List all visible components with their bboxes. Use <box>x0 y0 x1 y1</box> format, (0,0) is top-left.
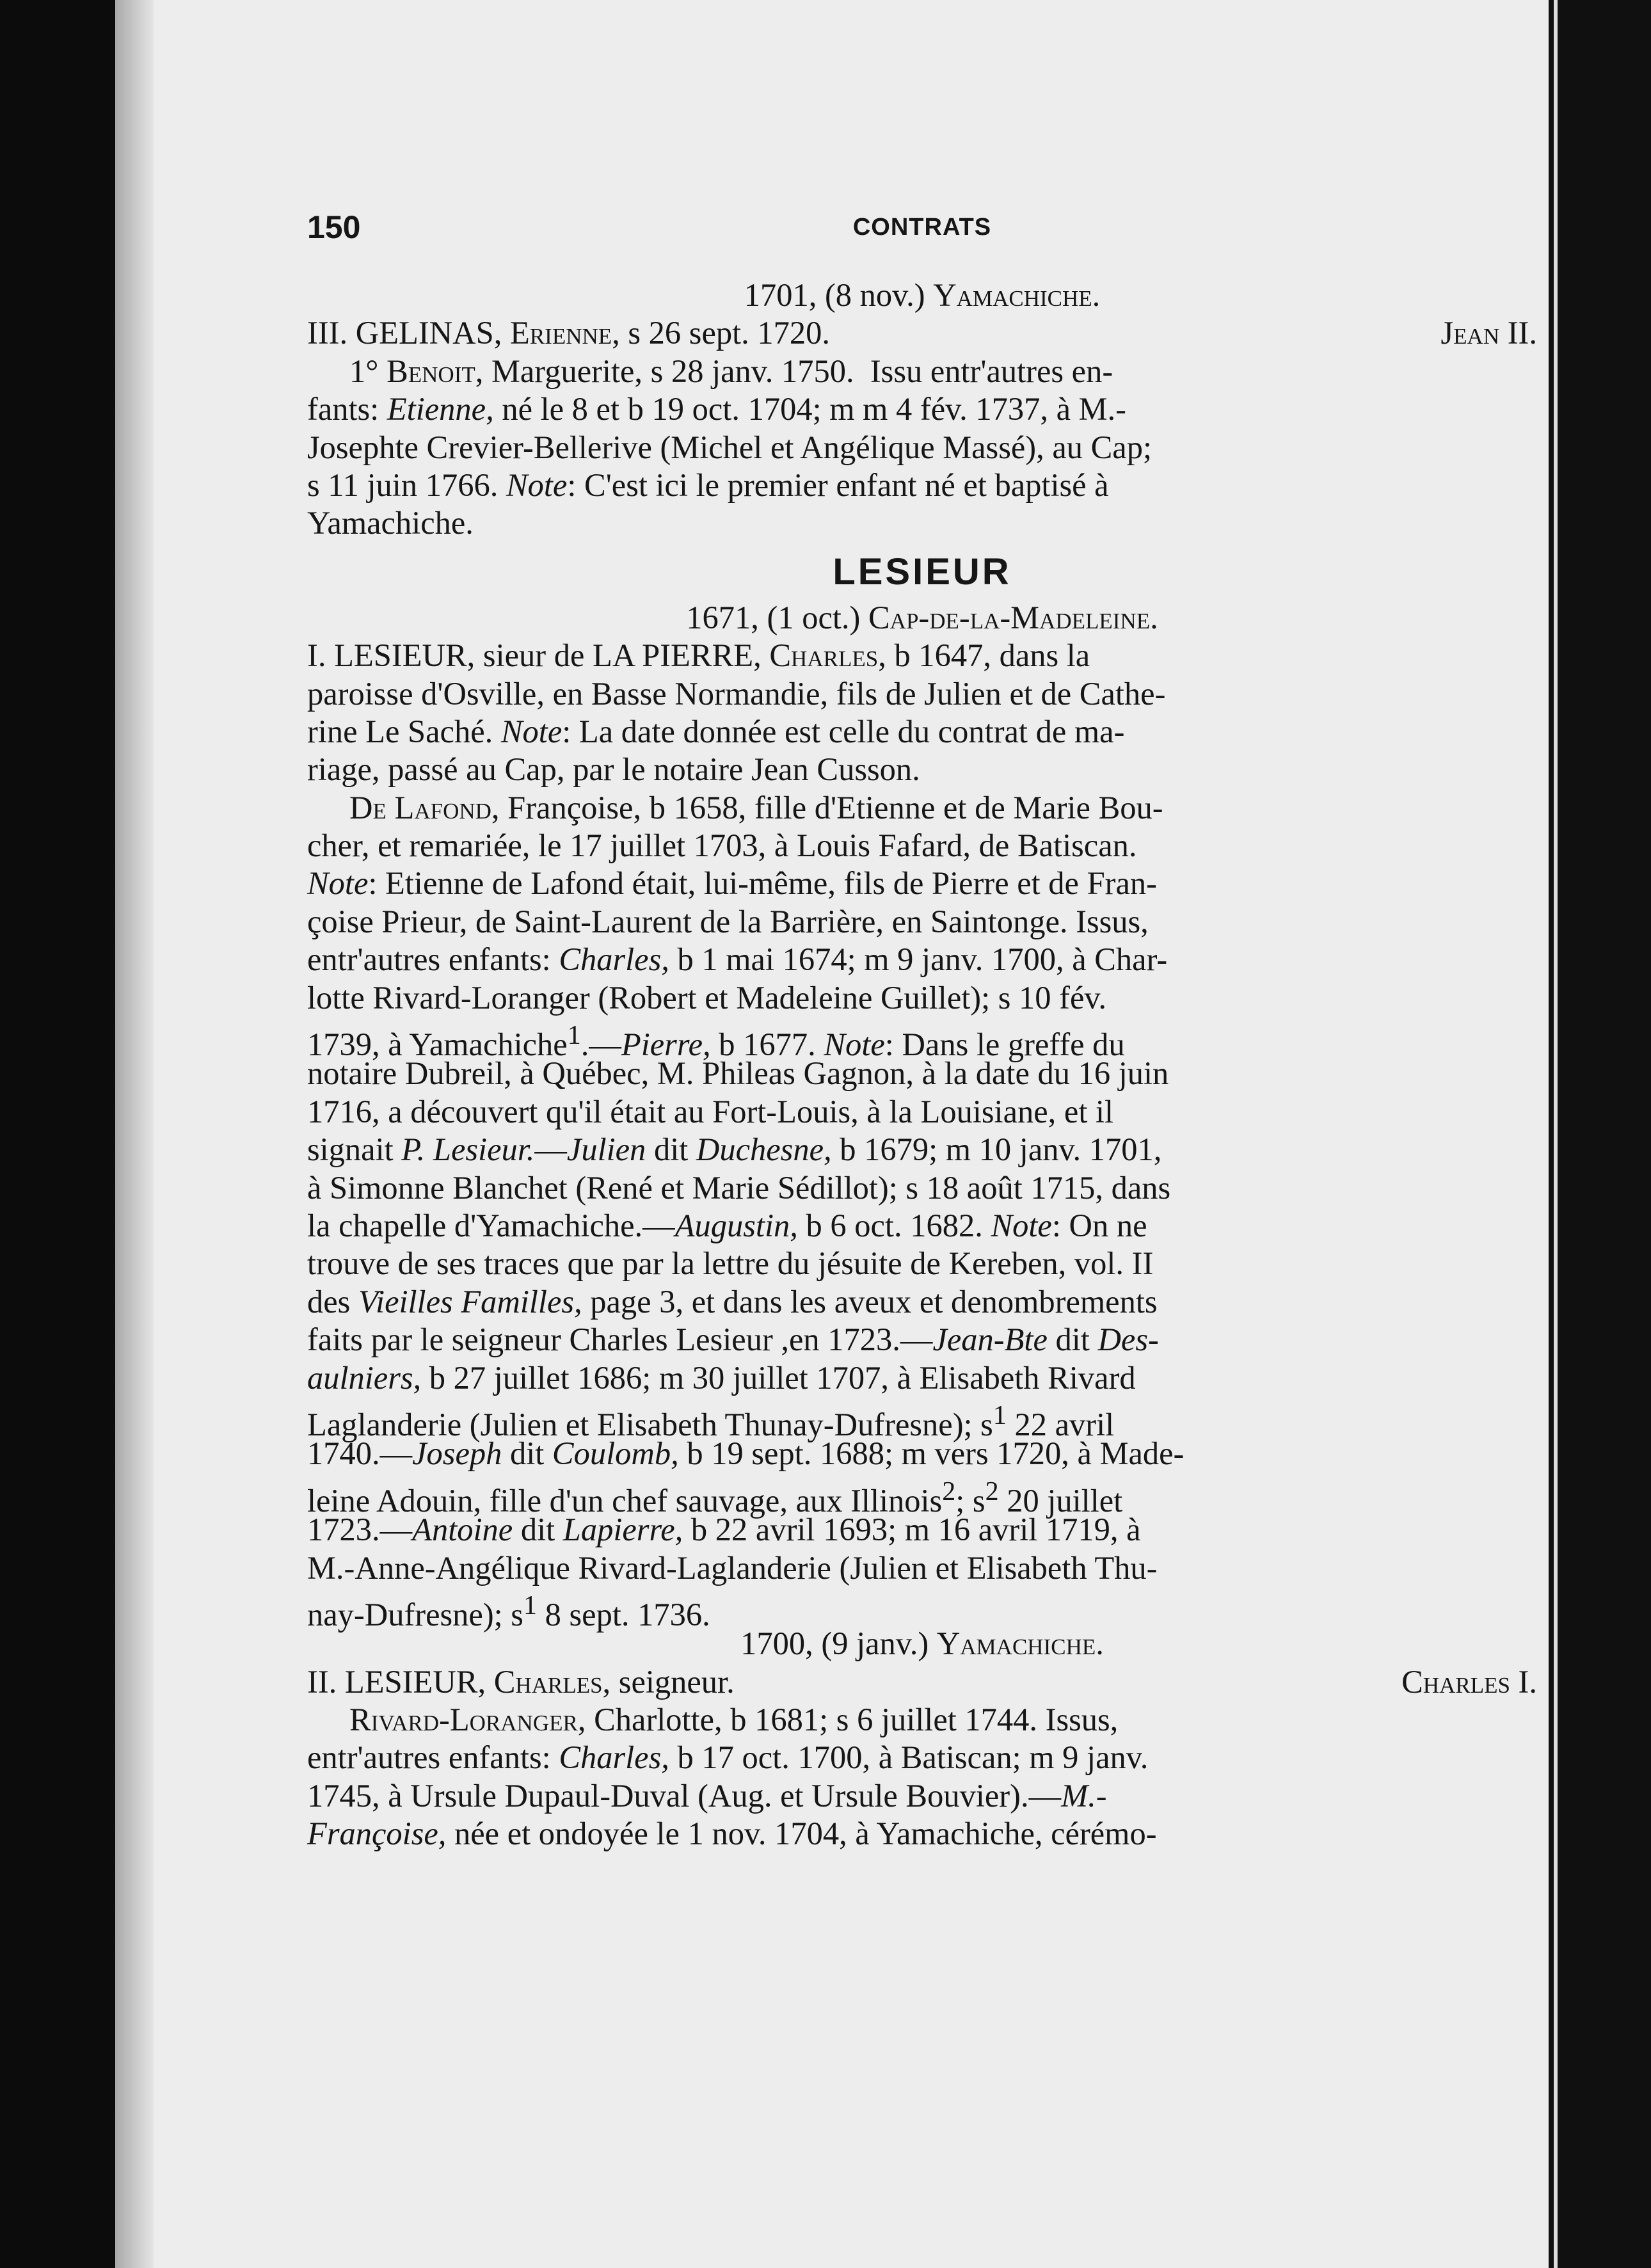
date-line-1701: 1701, (8 nov.) Yamachiche. <box>744 277 1101 313</box>
text-line: 1716, a découvert qu'il était au Fort-Louis, à la Louisiane, et il <box>307 1093 1114 1130</box>
text-line: la chapelle d'Yamachiche.—Augustin, b 6 oct. 1682. Note: On ne <box>307 1207 1147 1243</box>
text-line: entr'autres enfants: Charles, b 1 mai 1674; m 9 janv. 1700, à Char- <box>307 941 1168 978</box>
text-line: cher, et remariée, le 17 juillet 1703, à Louis Fafard, de Batiscan. <box>307 827 1137 864</box>
page-gutter-shadow <box>115 0 154 2268</box>
entry-title-lesieur-2: II. LESIEUR, Charles, seigneur. Charles I. <box>307 1663 1537 1700</box>
text-line: 1745, à Ursule Dupaul-Duval (Aug. et Ursule Bouvier).—M.- <box>307 1777 1107 1814</box>
text-line: entr'autres enfants: Charles, b 17 oct. 1700, à Batiscan; m 9 janv. <box>307 1739 1149 1776</box>
footnote-ref: 1 <box>523 1590 537 1620</box>
text-line: 1723.—Antoine dit Lapierre, b 22 avril 1693; m 16 avril 1719, à <box>307 1512 1141 1548</box>
text-line: trouve de ses traces que par la lettre du jésuite de Kereben, vol. II <box>307 1245 1154 1282</box>
text-line: 1740.—Joseph dit Coulomb, b 19 sept. 1688; m vers 1720, à Made- <box>307 1435 1184 1472</box>
page-number: 150 <box>307 209 361 245</box>
text-line: 1739, à Yamachiche$^1$.—Pierre, b 1677. Note: Dans le greffe du <box>307 1021 1125 1062</box>
text-line: s 11 juin 1766. Note: C'est ici le premier enfant né et baptisé à <box>307 467 1109 503</box>
text-line: Josephte Crevier-Bellerive (Michel et Angélique Massé), au Cap; <box>307 429 1153 465</box>
text-line: notaire Dubreil, à Québec, M. Phileas Gagnon, à la date du 16 juin <box>307 1055 1169 1092</box>
footnote-ref: 2 <box>985 1476 999 1506</box>
text-line: M.-Anne-Angélique Rivard-Laglanderie (Julien et Elisabeth Thu- <box>307 1549 1158 1586</box>
entry-title-gelinas: III. GELINAS, Erienne, s 26 sept. 1720. Jean II. <box>307 315 1537 351</box>
book-page <box>115 0 1549 2268</box>
text-line: Rivard-Loranger, Charlotte, b 1681; s 6 juillet 1744. Issus, <box>349 1702 1119 1738</box>
running-title: CONTRATS <box>852 214 992 241</box>
text-line: Françoise, née et ondoyée le 1 nov. 1704, à Yamachiche, cérémo- <box>307 1816 1157 1852</box>
text-line: 1° Benoit, Marguerite, s 28 janv. 1750. Issu entr'autres en- <box>349 353 1113 389</box>
surname-heading: LESIEUR <box>833 550 1012 593</box>
date-line-1671: 1671, (1 oct.) Cap-de-la-Madeleine. <box>686 599 1158 635</box>
text-line: riage, passé au Cap, par le notaire Jean Cusson. <box>307 751 920 788</box>
text-line: Yamachiche. <box>307 505 474 541</box>
running-header <box>307 209 1537 247</box>
page-body <box>307 276 1537 1853</box>
text-line: lotte Rivard-Loranger (Robert et Madeleine Guillet); s 10 fév. <box>307 979 1106 1016</box>
text-line: à Simonne Blanchet (René et Marie Sédillot); s 18 août 1715, dans <box>307 1169 1171 1206</box>
footnote-ref: 1 <box>567 1021 581 1051</box>
entry-title-lesieur-1: I. LESIEUR, sieur de LA PIERRE, Charles, b 1647, dans la <box>307 637 1090 674</box>
scan-border-right <box>1549 0 1651 2268</box>
text-line: faits par le seigneur Charles Lesieur ,en 1723.—Jean-Bte dit Des- <box>307 1322 1159 1358</box>
text-line: Laglanderie (Julien et Elisabeth Thunay-Dufresne); $s^1$ 22 avril <box>307 1400 1115 1442</box>
date-line-1700: 1700, (9 janv.) Yamachiche. <box>740 1625 1104 1662</box>
text-line: rine Le Saché. Note: La date donnée est celle du contrat de ma- <box>307 713 1125 749</box>
text-line: nay-Dufresne); $s^1$ 8 sept. 1736. <box>307 1590 710 1633</box>
text-line: Note: Etienne de Lafond était, lui-même, fils de Pierre et de Fran- <box>307 865 1157 902</box>
next-page-edge <box>1554 0 1558 2268</box>
text-line: signait P. Lesieur.—Julien dit Duchesne, b 1679; m 10 janv. 1701, <box>307 1131 1162 1168</box>
text-line: paroisse d'Osville, en Basse Normandie, fils de Julien et de Cathe- <box>307 675 1166 712</box>
text-line: leine Adouin, fille d'un chef sauvage, aux Illinois$^2$; $s^2$ 20 juillet <box>307 1476 1123 1519</box>
footnote-ref: 1 <box>993 1400 1007 1430</box>
text-line: des Vieilles Familles, page 3, et dans les aveux et denombrements <box>307 1283 1158 1320</box>
text-line: çoise Prieur, de Saint-Laurent de la Barrière, en Saintonge. Issus, <box>307 903 1149 939</box>
text-line: De Lafond, Françoise, b 1658, fille d'Etienne et de Marie Bou- <box>349 789 1163 826</box>
text-line: aulniers, b 27 juillet 1686; m 30 juillet 1707, à Elisabeth Rivard <box>307 1359 1136 1396</box>
footnote-ref: 2 <box>942 1476 956 1506</box>
text-line: fants: Etienne, né le 8 et b 19 oct. 1704; m m 4 fév. 1737, à M.- <box>307 391 1127 427</box>
